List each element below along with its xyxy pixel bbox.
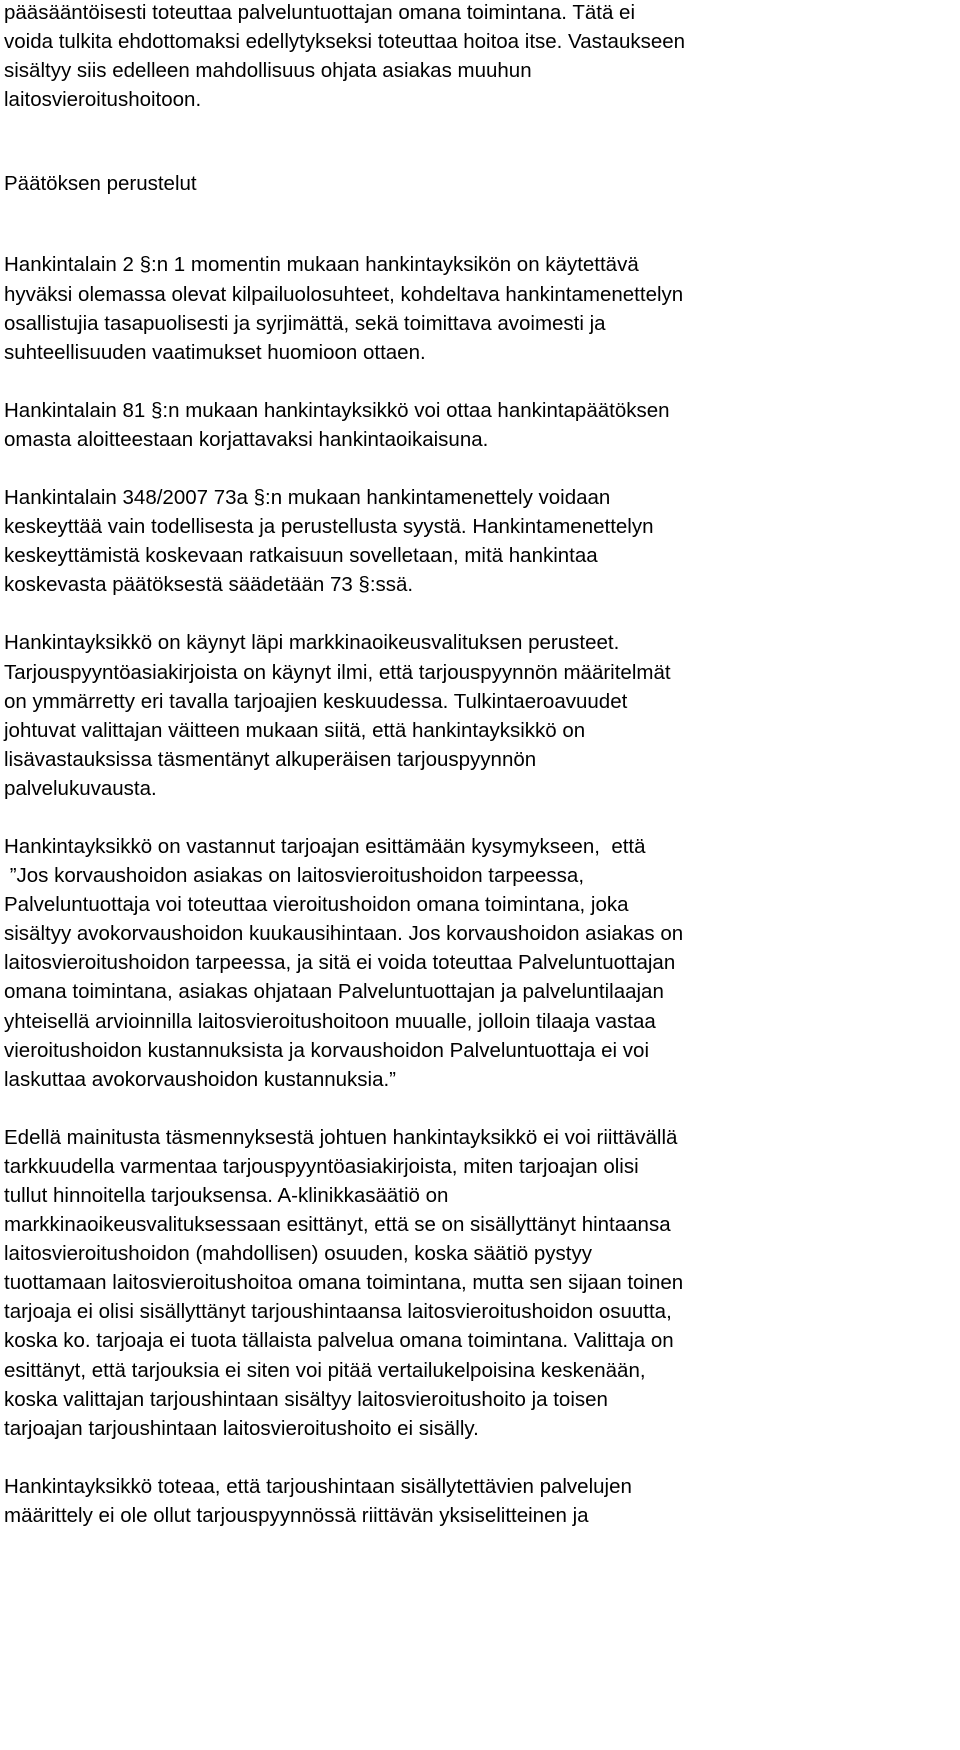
text-line: johtuvat valittajan väitteen mukaan siitä, että hankintayksikkö on [4,718,586,742]
text-line: ”Jos korvaushoidon asiakas on laitosvieroitushoidon tarpeessa, [4,864,585,888]
text-line: omana toimintana, asiakas ohjataan Palveluntuottajan ja palveluntilaajan [4,980,664,1004]
paragraph-2 [4,396,956,454]
text-line: esittänyt, että tarjouksia ei siten voi pitää vertailukelpoisina keskenään, [4,1358,646,1382]
text-line: tarjoajan tarjoushintaan laitosvieroitushoito ei sisälly. [4,1416,479,1440]
text-line: pääsääntöisesti toteuttaa palveluntuottajan omana toimintana. Tätä ei [4,1,635,24]
text-line: Hankintalain 348/2007 73a §:n mukaan hankintamenettely voidaan [4,486,611,510]
text-line: laitosvieroitushoidon tarpeessa, ja sitä ei voida toteuttaa Palveluntuottajan [4,951,676,975]
text-line: lisävastauksissa täsmentänyt alkuperäisen tarjouspyynnön [4,747,537,771]
text-line: laskuttaa avokorvaushoidon kustannuksia.” [4,1067,397,1091]
text-line: Edellä mainitusta täsmennyksestä johtuen hankintayksikkö ei voi riittävällä [4,1125,678,1149]
text-line: Hankintayksikkö toteaa, että tarjoushintaan sisällytettävien palvelujen [4,1474,632,1498]
text-line: osallistujia tasapuolisesti ja syrjimättä, sekä toimittava avoimesti ja [4,311,606,335]
text-line: tarjoaja ei olisi sisällyttänyt tarjoushintaansa laitosvieroitushoidon osuutta, [4,1300,672,1324]
text-line: sisältyy siis edelleen mahdollisuus ohjata asiakas muuhun [4,59,532,83]
paragraph-4 [4,628,956,803]
text-line: tarkkuudella varmentaa tarjouspyyntöasiakirjoista, miten tarjoajan olisi [4,1154,639,1178]
text-line: on ymmärretty eri tavalla tarjoajien keskuudessa. Tulkintaeroavuudet [4,689,628,713]
paragraph-1 [4,250,956,366]
section-heading: Päätöksen perustelut [4,172,197,196]
text-line: Hankintalain 81 §:n mukaan hankintayksikkö voi ottaa hankintapäätöksen [4,398,670,422]
text-line: keskeyttämistä koskevaan ratkaisuun sovelletaan, mitä hankintaa [4,544,598,568]
text-line: palvelukuvausta. [4,776,157,800]
text-line: yhteisellä arvioinnilla laitosvieroitushoitoon muualle, jolloin tilaaja vastaa [4,1009,656,1033]
paragraph-7 [4,1472,956,1530]
text-line: Hankintalain 2 §:n 1 momentin mukaan hankintayksikön on käytettävä [4,253,639,277]
text-line: Hankintayksikkö on käynyt läpi markkinaoikeusvalituksen perusteet. [4,631,620,655]
text-line: laitosvieroitushoidon (mahdollisen) osuuden, koska säätiö pystyy [4,1242,592,1266]
text-line: tuottamaan laitosvieroitushoitoa omana toimintana, mutta sen sijaan toinen [4,1271,684,1295]
text-line: hyväksi olemassa olevat kilpailuolosuhteet, kohdeltava hankintamenettelyn [4,282,684,306]
text-line: koskevasta päätöksestä säädetään 73 §:ssä. [4,573,414,597]
text-line: Palveluntuottaja voi toteuttaa vieroitushoidon omana toimintana, joka [4,893,629,917]
paragraph-6 [4,1123,956,1443]
text-line: koska valittajan tarjoushintaan sisältyy laitosvieroitushoito ja toisen [4,1387,608,1411]
text-line: omasta aloitteestaan korjattavaksi hankintaoikaisuna. [4,427,489,451]
intro-text [4,0,956,114]
paragraph-3 [4,483,956,599]
text-line: voida tulkita ehdottomaksi edellytykseksi toteuttaa hoitoa itse. Vastaukseen [4,30,686,54]
text-line: laitosvieroitushoitoon. [4,88,202,112]
text-line: sisältyy avokorvaushoidon kuukausihintaan. Jos korvaushoidon asiakas on [4,922,684,946]
text-line: vieroitushoidon kustannuksista ja korvaushoidon Palveluntuottaja ei voi [4,1038,650,1062]
text-line: Tarjouspyyntöasiakirjoista on käynyt ilmi, että tarjouspyynnön määritelmät [4,660,671,684]
paragraph-5 [4,832,956,1094]
text-line: markkinaoikeusvalituksessaan esittänyt, että se on sisällyttänyt hintaansa [4,1213,671,1237]
text-line: tullut hinnoitella tarjouksensa. A-klinikkasäätiö on [4,1184,449,1207]
text-line: koska ko. tarjoaja ei tuota tällaista palvelua omana toimintana. Valittaja on [4,1329,674,1353]
text-line: Hankintayksikkö on vastannut tarjoajan esittämään kysymykseen, että [4,834,646,858]
text-line: määrittely ei ole ollut tarjouspyynnössä riittävän yksiselitteinen ja [4,1503,589,1527]
text-line: suhteellisuuden vaatimukset huomioon ottaen. [4,340,426,364]
text-line: keskeyttää vain todellisesta ja perustellusta syystä. Hankintamenettelyn [4,515,654,539]
document-page [4,0,956,1530]
